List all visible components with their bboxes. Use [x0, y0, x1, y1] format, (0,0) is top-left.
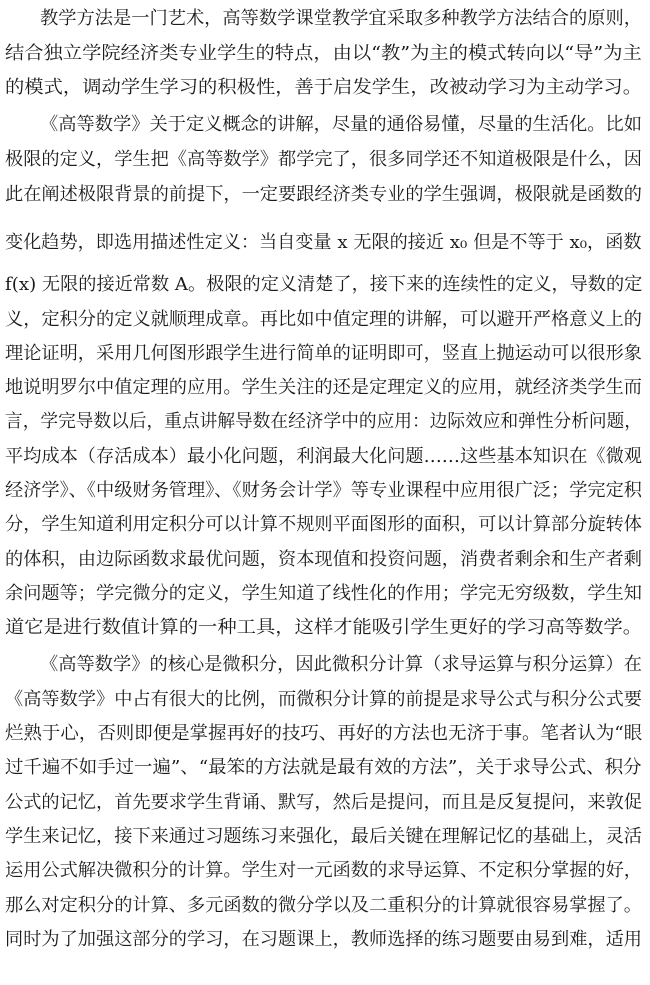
- line-text: 理论证明，采用几何图形跟学生进行简单的证明即可，竖直上抛运动可以很形象: [5, 343, 642, 364]
- text-line: [0, 786, 650, 820]
- text-line: [0, 577, 650, 611]
- line-text: 的体积，由边际函数求最优问题，资本现值和投资问题，消费者剩余和生产者剩: [5, 549, 642, 570]
- line-text: 经济学》、《中级财务管理》、《财务会计学》等专业课程中应用很广泛；学完定积: [5, 480, 642, 501]
- text-line: [0, 143, 650, 177]
- line-text: 公式的记忆，首先要求学生背诵、默写，然后是提问，而且是反复提问，来敦促: [5, 792, 642, 813]
- line-text: 的模式，调动学生学习的积极性，善于启发学生，改被动学习为主动学习。: [5, 77, 642, 98]
- text-line: [0, 889, 650, 923]
- text-line: [0, 611, 650, 645]
- line-text: 言，学完导数以后，重点讲解导数在经济学中的应用：边际效应和弹性分析问题，: [5, 411, 642, 432]
- text-line: [0, 543, 650, 577]
- line-text: 教学方法是一门艺术，高等数学课堂教学宜采取多种教学方法结合的原则，: [40, 8, 642, 29]
- text-line: [0, 2, 650, 36]
- text-line: [0, 371, 650, 405]
- line-text: 《高等数学》中占有很大的比例，而微积分计算的前提是求导公式与积分公式要: [5, 689, 642, 710]
- line-text: 《高等数学》关于定义概念的讲解，尽量的通俗易懂，尽量的生活化。比如: [40, 114, 642, 135]
- line-text: 过千遍不如手过一遍”、“最笨的方法就是最有效的方法”，关于求导公式、积分: [5, 757, 642, 778]
- line-text: 极限的定义，学生把《高等数学》都学完了，很多同学还不知道极限是什么，因: [5, 149, 642, 170]
- text-line: [0, 337, 650, 371]
- text-line: [0, 717, 650, 751]
- text-line: [0, 820, 650, 854]
- line-text: 义，定积分的定义就顺理成章。再比如中值定理的讲解，可以避开严格意义上的: [5, 309, 642, 330]
- line-text: f(x) 无限的接近常数 A。极限的定义清楚了，接下来的连续性的定义，导数的定: [5, 274, 643, 295]
- line-text: 地说明罗尔中值定理的应用。学生关注的还是定理定义的应用，就经济类学生而: [5, 377, 642, 398]
- line-text: 烂熟于心，否则即便是掌握再好的技巧、再好的方法也无济于事。笔者认为“眼: [5, 723, 643, 744]
- text-line: [0, 178, 650, 212]
- text-line: [0, 226, 650, 260]
- line-text: 学生来记忆，接下来通过习题练习来强化，最后关键在理解记忆的基础上，灵活: [5, 826, 642, 847]
- text-line: [0, 683, 650, 717]
- text-line: [0, 268, 650, 302]
- text-line: [0, 303, 650, 337]
- text-line: [0, 854, 650, 888]
- text-line: [0, 405, 650, 439]
- line-text: 同时为了加强这部分的学习，在习题课上，教师选择的练习题要由易到难，适用: [5, 929, 642, 950]
- line-text: 分，学生知道利用定积分可以计算不规则平面图形的面积，可以计算部分旋转体: [5, 514, 642, 535]
- line-text: 变化趋势，即选用描述性定义：当自变量 x 无限的接近 x₀ 但是不等于 x₀，函数: [5, 232, 642, 253]
- line-text: 道它是进行数值计算的一种工具，这样才能吸引学生更好的学习高等数学。: [5, 617, 642, 638]
- text-line: [0, 37, 650, 71]
- text-line: [0, 71, 650, 105]
- text-line: [0, 751, 650, 785]
- line-text: 那么对定积分的计算、多元函数的微分学以及二重积分的计算就很容易掌握了。: [5, 895, 642, 916]
- line-text: 平均成本（存活成本）最小化问题，利润最大化问题……这些基本知识在《微观: [5, 446, 642, 467]
- line-text: 此在阐述极限背景的前提下，一定要跟经济类专业的学生强调，极限就是函数的: [5, 184, 642, 205]
- text-line: [0, 108, 650, 142]
- text-line: [0, 440, 650, 474]
- line-text: 《高等数学》的核心是微积分，因此微积分计算（求导运算与积分运算）在: [40, 654, 642, 675]
- text-line: [0, 508, 650, 542]
- line-text: 结合独立学院经济类专业学生的特点，由以“教”为主的模式转向以“导”为主: [5, 43, 642, 64]
- text-line: [0, 648, 650, 682]
- line-text: 运用公式解决微积分的计算。学生对一元函数的求导运算、不定积分掌握的好，: [5, 860, 642, 881]
- text-line: [0, 923, 650, 957]
- line-text: 余问题等；学完微分的定义，学生知道了线性化的作用；学完无穷级数，学生知: [5, 583, 642, 604]
- text-line: [0, 474, 650, 508]
